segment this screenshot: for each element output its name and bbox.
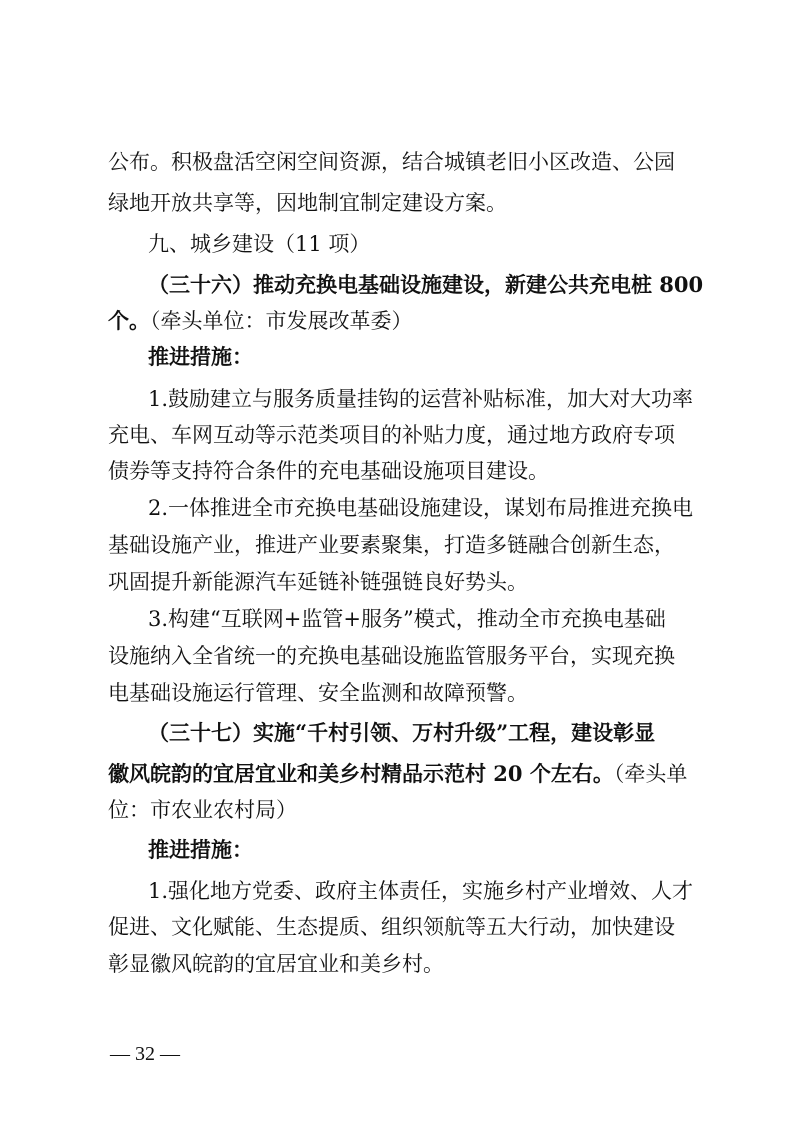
item37-m1-line-2: 促进、文化赋能、生态提质、组织领航等五大行动，加快建设 — [108, 915, 675, 939]
item37-title-bold: 徽风皖韵的宜居宜业和美乡村精品示范村 20 个左右。 — [108, 761, 614, 786]
item36-m1-line-1: 1.鼓励建立与服务质量挂钩的运营补贴标准，加大对大功率 — [148, 387, 694, 411]
item36-m2-line-1: 2.一体推进全市充换电基础设施建设，谋划布局推进充换电 — [148, 496, 694, 520]
page-number: — 32 — — [110, 1043, 180, 1065]
item37-title-line-1: （三十七）实施“千村引领、万村升级”工程，建设彰显 — [148, 720, 656, 745]
item37-title-line-3: 位：市农业农村局） — [108, 798, 297, 822]
intro-line-1: 公布。积极盘活空闲空间资源，结合城镇老旧小区改造、公园 — [108, 150, 675, 174]
item37-m1-line-3: 彰显徽风皖韵的宜居宜业和美乡村。 — [108, 952, 444, 976]
item36-title-bold: 个。 — [108, 308, 150, 333]
item36-title-line-1: （三十六）推动充换电基础设施建设，新建公共充电桩 800 — [148, 272, 704, 297]
item36-m1-line-2: 充电、车网互动等示范类项目的补贴力度，通过地方政府专项 — [108, 423, 675, 447]
item36-m3-line-3: 电基础设施运行管理、安全监测和故障预警。 — [108, 681, 528, 705]
item37-measures-label: 推进措施： — [148, 837, 253, 862]
item36-measures-label: 推进措施： — [148, 344, 253, 369]
item37-title-line-2 — [108, 759, 687, 789]
item37-m1-line-1: 1.强化地方党委、政府主体责任，实施乡村产业增效、人才 — [148, 879, 694, 903]
item36-lead-unit: （牵头单位：市发展改革委） — [150, 309, 413, 333]
item36-m1-line-3: 债券等支持符合条件的充电基础设施项目建设。 — [108, 459, 549, 483]
item36-m2-line-2: 基础设施产业，推进产业要素聚集，打造多链融合创新生态， — [108, 533, 675, 557]
intro-line-2: 绿地开放共享等，因地制宜制定建设方案。 — [108, 191, 507, 215]
item36-title-line-2 — [108, 306, 413, 336]
item36-m3-line-2: 设施纳入全省统一的充换电基础设施监管服务平台，实现充换 — [108, 644, 675, 668]
item37-lead-unit-start: （牵头单 — [613, 762, 688, 786]
section-heading: 九、城乡建设（11 项） — [148, 232, 371, 256]
item36-m2-line-3: 巩固提升新能源汽车延链补链强链良好势头。 — [108, 570, 528, 594]
item36-m3-line-1: 3.构建“互联网+监管+服务”模式，推动全市充换电基础 — [148, 607, 666, 631]
